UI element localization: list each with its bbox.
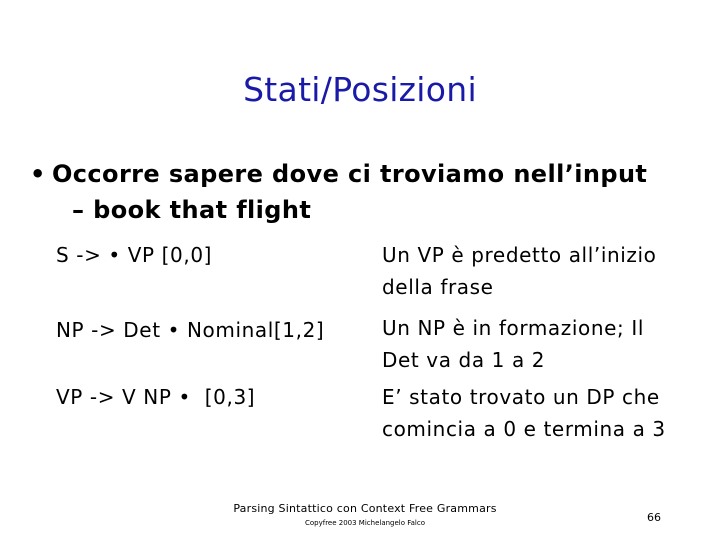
- rule-note-line: Un VP è predetto all’inizio: [382, 243, 657, 267]
- footer-copyright: Copyfree 2003 Michelangelo Falco: [304, 519, 426, 527]
- rule-note-line: della frase: [382, 275, 494, 299]
- footer-title: Parsing Sintattico con Context Free Grammars: [233, 502, 497, 515]
- slide-title: Stati/Posizioni: [243, 70, 477, 109]
- sub-bullet-text: – book that flight: [72, 196, 312, 224]
- page-number: 66: [647, 511, 661, 524]
- dotted-rule-3: VP -> V NP • [0,3]: [56, 385, 256, 409]
- rule-note-line: comincia a 0 e termina a 3: [382, 417, 666, 441]
- rule-note-3: [382, 381, 666, 445]
- rule-note-line: E’ stato trovato un DP che: [382, 385, 660, 409]
- rule-note-1: [382, 239, 657, 303]
- rule-note-line: Det va da 1 a 2: [382, 348, 546, 372]
- dotted-rule-1: S -> • VP [0,0]: [56, 243, 213, 267]
- bullet-dot-icon: •: [30, 160, 46, 188]
- dotted-rule-2: NP -> Det • Nominal[1,2]: [56, 318, 325, 342]
- rule-note-line: Un NP è in formazione; Il: [382, 316, 645, 340]
- rule-note-2: [382, 312, 644, 376]
- bullet-item: [30, 160, 647, 188]
- bullet-text: Occorre sapere dove ci troviamo nell’input: [52, 160, 648, 188]
